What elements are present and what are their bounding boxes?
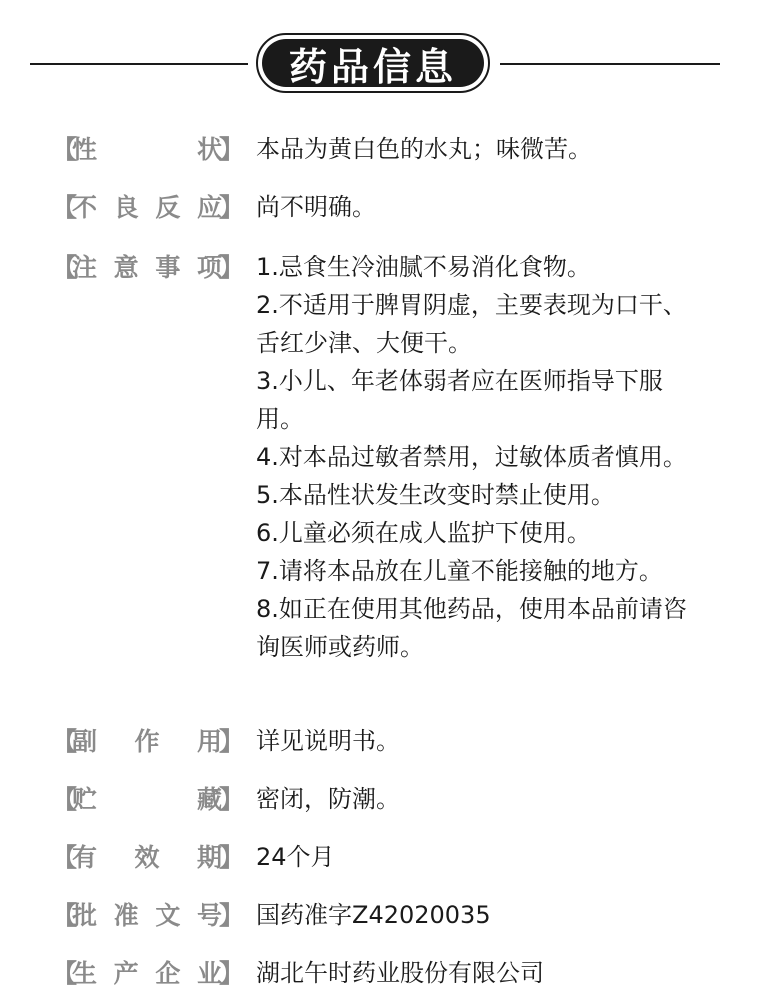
- field-value: 本品为黄白色的水丸；味微苦。: [256, 135, 592, 163]
- list-item: 4.对本品过敏者禁用，过敏体质者慎用。: [256, 443, 687, 471]
- list-item: 2.不适用于脾胃阴虚，主要表现为口干、舌红少津、大便干。: [256, 291, 687, 357]
- field-value: 湖北午时药业股份有限公司: [256, 959, 544, 987]
- list-item: 3.小儿、年老体弱者应在医师指导下服用。: [256, 367, 663, 433]
- field-value: 尚不明确。: [256, 193, 376, 221]
- header-rule-right: [500, 63, 720, 65]
- field-label: 【 贮 藏 】: [52, 785, 244, 814]
- list-item: 7.请将本品放在儿童不能接触的地方。: [256, 557, 663, 585]
- title-badge: [256, 33, 490, 93]
- list-item: 1.忌食生冷油腻不易消化食物。: [256, 253, 591, 281]
- list-item: 8.如正在使用其他药品，使用本品前请咨询医师或药师。: [256, 595, 687, 661]
- field-value: 详见说明书。: [256, 727, 400, 755]
- field-value: 国药准字Z42020035: [256, 901, 491, 929]
- field-label: 【 批 准 文 号 】: [52, 901, 244, 930]
- field-value: 24个月: [256, 843, 335, 871]
- field-label: 【 有 效 期 】: [52, 843, 244, 872]
- list-item: 6.儿童必须在成人监护下使用。: [256, 519, 591, 547]
- field-label: 【 不 良 反 应 】: [52, 193, 244, 222]
- header-rule-left: [30, 63, 248, 65]
- field-label: 【 生 产 企 业 】: [52, 959, 244, 988]
- field-value: 密闭，防潮。: [256, 785, 400, 813]
- section-header: [0, 30, 760, 94]
- field-label: 【 注 意 事 项 】: [52, 253, 244, 282]
- field-value: [256, 248, 706, 666]
- precautions-list: [256, 248, 706, 666]
- page-title: 药品信息: [262, 39, 484, 87]
- list-item: 5.本品性状发生改变时禁止使用。: [256, 481, 615, 509]
- field-label: 【 性 状 】: [52, 135, 244, 164]
- field-label: 【 副 作 用 】: [52, 727, 244, 756]
